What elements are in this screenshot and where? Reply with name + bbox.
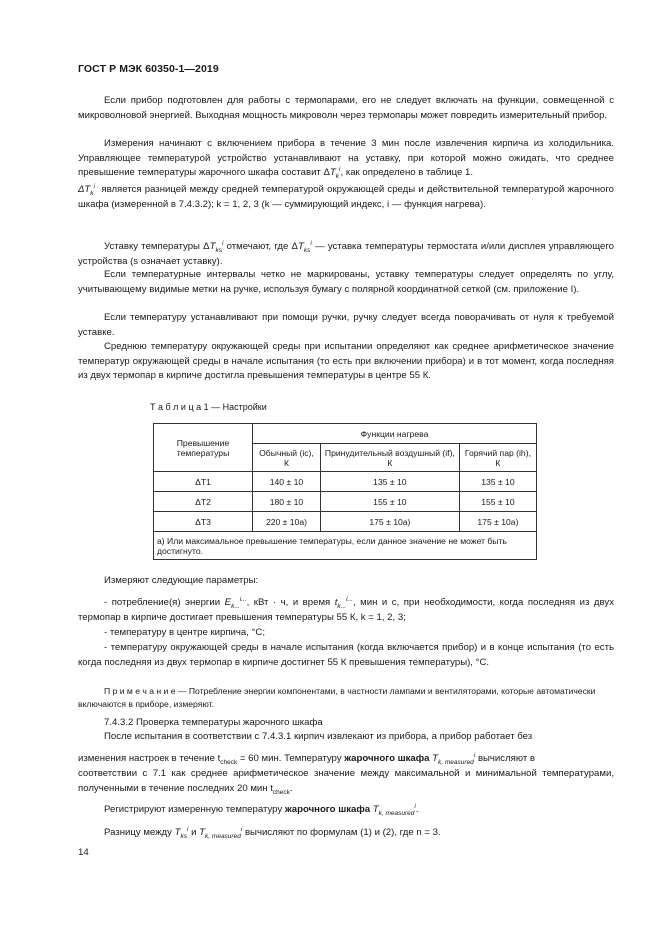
- page-number: 14: [78, 847, 89, 858]
- table-cell: ΔT2: [154, 492, 253, 512]
- note: П р и м е ч а н и е — Потребление энергии компонентами, в частности лампами и вентиляторами, которые автоматически включаются в приборе, измеряют.: [78, 686, 596, 709]
- paragraph-difference: Разницу между $T_{ks}^i$ и $T_{k, measured}^i$ вычисляют по формулам (1) и (2), где n = 3.: [104, 825, 441, 840]
- table-cell: 155 ± 10: [320, 492, 459, 512]
- table-row: [154, 472, 537, 492]
- table-caption: Т а б л и ц а 1 — Настройки: [150, 402, 267, 412]
- table-row: [154, 492, 537, 512]
- section-heading: 7.4.3.2 Проверка температуры жарочного шкафа: [104, 717, 323, 728]
- table-cell: ΔT1: [154, 472, 253, 492]
- paragraph-energy: - потребление(я) энергии $E_{k...}^{i...}$, кВт · ч, и время $t_{k...}^{i...}$, мин и с, при необходимости, когда последняя из двух термопар в кирпиче достигает превышения температуры 55 К, k = 1, 2, 3;: [78, 595, 614, 623]
- table-cell: 155 ± 10: [459, 492, 536, 512]
- table-cell: 180 ± 10: [253, 492, 321, 512]
- table-cell: 175 ± 10a): [320, 512, 459, 532]
- table-head-col: Горячий пар (ih), К: [459, 444, 536, 472]
- paragraph-knob: Если температуру устанавливают при помощи ручки, ручку следует всегда поворачивать от нуля к требуемой уставке.: [78, 312, 614, 338]
- table-footnote: a) Или максимальное превышение температуры, если данное значение не может быть достигнуто.: [154, 532, 537, 560]
- table-head-col: Принудительный воздушный (if), К: [320, 444, 459, 472]
- table-row: [154, 512, 537, 532]
- table-head-group: Функции нагрева: [253, 424, 537, 444]
- paragraph-params: Измеряют следующие параметры:: [104, 575, 259, 586]
- paragraph-ambient: Среднюю температуру окружающей среды при испытании определяют как среднее арифметическое значение температур окружающей среды в начале испытания (то есть при включении прибора) и в тот момент, когда последняя из двух термопар в кирпиче достигла превышения температуры в центре 55 К.: [78, 341, 614, 382]
- paragraph-setpoint: Уставку температуры $\Delta T_{ks}^i$ отмечают, где $\Delta T_{ks}^i$ — уставка температуры термостата и/или дисплея управляющего устройства (s означает уставку).: [78, 239, 614, 267]
- table-cell: 175 ± 10a): [459, 512, 536, 532]
- table-cell: 135 ± 10: [320, 472, 459, 492]
- paragraph-delta-definition: $\Delta T_k^i$ является разницей между средней температурой окружающей среды и действительной температурой жарочного шкафа (измеренной в 7.4.3.2); k = 1, 2, 3 (k — суммирующий индекс, i — функция нагрева).: [78, 182, 614, 210]
- table-cell: 220 ± 10a): [253, 512, 321, 532]
- paragraph-measurement-start: Измерения начинают с включением прибора в течение 3 мин после извлечения кирпича из холодильника. Управляющее температурой устройство устанавливают на уставку, при которой можно ожидать, что среднее превышение температуры жарочного шкафа составит $\Delta T_k^i$, как определено в таблице 1.: [78, 138, 614, 181]
- paragraph-after-test: После испытания в соответствии с 7.4.3.1 кирпич извлекают из прибора, а прибор работает без: [104, 731, 533, 742]
- paragraph-average: соответствии с 7.1 как среднее арифметическое значение между максимальной и минимальной температурами, полученными в течение последних 20 мин $t_{check}$.: [78, 768, 614, 796]
- table-head-col: Обычный (ic), К: [253, 444, 321, 472]
- page-header: ГОСТ Р МЭК 60350-1—2019: [78, 63, 219, 75]
- paragraph-intervals: Если температурные интервалы четко не маркированы, уставку температуры следует определять по углу, учитывающему видимые метки на ручке, используя бумагу с полярной координатной сеткой (см. приложение I).: [78, 269, 614, 295]
- table-cell: ΔT3: [154, 512, 253, 532]
- table-cell: 140 ± 10: [253, 472, 321, 492]
- table-cell: 135 ± 10: [459, 472, 536, 492]
- paragraph-settings-time: изменения настроек в течение $t_{check} = 60$ мин. Температуру жарочного шкафа $T_{k, measured}^i$ вычисляют в: [78, 751, 536, 766]
- paragraph-thermocouples: Если прибор подготовлен для работы с термопарами, его не следует включать на функции, совмещенной с микроволновой энергией. Выходная мощность микроволн через термопары может повредить измерительный прибор.: [78, 95, 614, 121]
- paragraph-register: Регистрируют измеренную температуру жарочного шкафа $T_{k, measured}^i$.: [104, 802, 419, 817]
- table-head-rise: Превышение температуры: [154, 424, 253, 472]
- paragraph-ambient-temp: - температуру окружающей среды в начале испытания (когда включается прибор) и в конце испытания (то есть когда последняя из двух термопар в кирпиче достигнет 55 К превышения температуры), °С.: [78, 642, 614, 668]
- settings-table: [153, 423, 537, 560]
- paragraph-brick-temp: - температуру в центре кирпича, °С;: [104, 627, 266, 638]
